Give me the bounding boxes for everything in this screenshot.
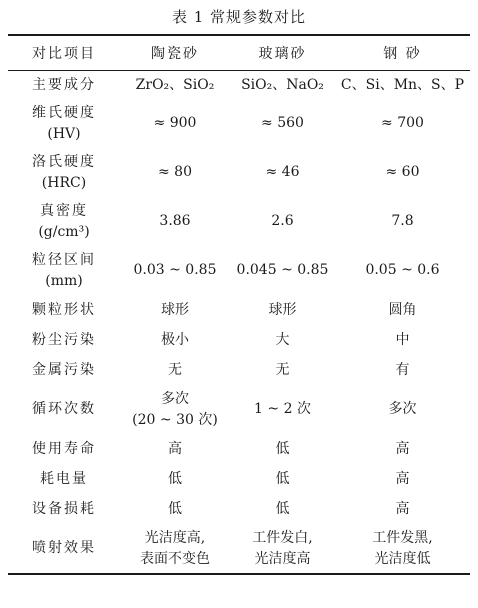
cell-text: 多次 <box>161 390 189 407</box>
cell-text: 工件发黑, <box>372 529 433 546</box>
cell-text: 高 <box>168 440 182 457</box>
table-cell <box>230 434 335 464</box>
table-cell <box>230 385 335 434</box>
row-label <box>8 71 120 100</box>
table-cell <box>120 434 230 464</box>
row-label <box>8 99 120 148</box>
cell-text: 高 <box>395 470 410 487</box>
cell-text: ZrO₂、SiO₂ <box>135 76 215 93</box>
row-label <box>8 524 120 574</box>
row-label-text: 设备损耗 <box>32 500 96 517</box>
cell-text: 低 <box>168 500 182 517</box>
cell-text: 光洁度低 <box>374 550 431 567</box>
cell-text: 低 <box>275 470 290 487</box>
table-cell <box>335 295 470 325</box>
table-row <box>8 524 470 574</box>
table-cell <box>230 295 335 325</box>
cell-text: 无 <box>168 361 182 378</box>
table-cell <box>335 385 470 434</box>
row-label-unit: (HRC) <box>41 174 87 191</box>
table-cell <box>230 99 335 148</box>
cell-text: ≈ 700 <box>381 115 424 131</box>
table-cell <box>335 71 470 100</box>
row-label-unit: (HV) <box>47 125 81 142</box>
table-header-row <box>8 35 470 71</box>
cell-text: 1 ~ 2 次 <box>254 401 311 417</box>
table-cell <box>120 71 230 100</box>
cell-text: C、Si、Mn、S、P <box>340 76 465 93</box>
cell-text: 极小 <box>161 331 189 348</box>
table-cell <box>230 325 335 355</box>
cell-text: 表面不变色 <box>140 550 210 567</box>
table-cell <box>120 246 230 295</box>
table-cell <box>335 434 470 464</box>
cell-text: (20 ~ 30 次) <box>132 411 218 428</box>
table-cell <box>120 494 230 524</box>
cell-text: 无 <box>275 361 290 378</box>
header-item: 对比项目 <box>32 46 96 62</box>
cell-text: 球形 <box>268 301 297 318</box>
row-label <box>8 385 120 434</box>
table-cell <box>335 524 470 574</box>
row-label <box>8 246 120 295</box>
row-label <box>8 325 120 355</box>
header-glass-sand: 玻璃砂 <box>258 46 307 62</box>
table-cell <box>335 464 470 494</box>
table-body <box>8 71 470 575</box>
cell-text: 7.8 <box>391 213 414 229</box>
cell-text: 多次 <box>388 401 417 417</box>
cell-text: ≈ 560 <box>261 115 304 131</box>
header-steel-sand: 钢 砂 <box>383 46 422 62</box>
table-row <box>8 464 470 494</box>
table-cell <box>120 325 230 355</box>
cell-text: 低 <box>275 440 290 457</box>
row-label-text: 维氏硬度 <box>32 104 96 121</box>
table-cell <box>120 524 230 574</box>
row-label <box>8 494 120 524</box>
row-label-text: 主要成分 <box>32 76 96 93</box>
row-label-unit: (g/cm³) <box>38 223 90 240</box>
table-row <box>8 494 470 524</box>
cell-text: SiO₂、NaO₂ <box>241 76 324 93</box>
table-caption: 表 1 常规参数对比 <box>171 8 307 26</box>
table-cell <box>120 355 230 385</box>
table-cell <box>230 355 335 385</box>
row-label-text: 循环次数 <box>32 401 96 417</box>
cell-text: ≈ 60 <box>385 164 420 180</box>
row-label-text: 粒径区间 <box>32 251 96 268</box>
table-row <box>8 71 470 100</box>
row-label-text: 洛氏硬度 <box>32 153 96 170</box>
cell-text: 圆角 <box>388 301 417 318</box>
table-cell <box>230 464 335 494</box>
table-cell <box>335 246 470 295</box>
row-label <box>8 295 120 325</box>
table-cell <box>335 494 470 524</box>
cell-text: 0.045 ~ 0.85 <box>236 262 329 278</box>
table-cell <box>120 464 230 494</box>
cell-text: 光洁度高 <box>254 550 311 567</box>
cell-text: 0.03 ~ 0.85 <box>133 262 217 278</box>
table-cell <box>230 524 335 574</box>
cell-text: ≈ 900 <box>153 115 197 131</box>
cell-text: 大 <box>275 331 290 348</box>
cell-text: 有 <box>395 361 410 378</box>
row-label <box>8 148 120 197</box>
table-row <box>8 434 470 464</box>
table-cell <box>230 197 335 246</box>
cell-text: 低 <box>275 500 290 517</box>
row-label-text: 耗电量 <box>40 470 88 487</box>
cell-text: 0.05 ~ 0.6 <box>365 262 440 278</box>
table-cell <box>120 295 230 325</box>
comparison-table <box>8 34 470 575</box>
row-label-text: 喷射效果 <box>32 540 96 556</box>
table-cell <box>335 99 470 148</box>
table-row <box>8 246 470 295</box>
cell-text: 中 <box>395 331 410 348</box>
cell-text: 低 <box>168 470 182 487</box>
header-ceramic-sand: 陶瓷砂 <box>151 46 199 62</box>
row-label-text: 粉尘污染 <box>32 331 96 348</box>
cell-text: 工件发白, <box>252 529 313 546</box>
table-cell <box>120 197 230 246</box>
table-cell <box>335 197 470 246</box>
table-cell <box>120 99 230 148</box>
row-label-text: 使用寿命 <box>32 440 96 457</box>
table-cell <box>120 385 230 434</box>
table-cell <box>230 148 335 197</box>
cell-text: ≈ 46 <box>265 164 300 180</box>
row-label <box>8 197 120 246</box>
row-label <box>8 464 120 494</box>
table-row <box>8 295 470 325</box>
row-label-text: 颗粒形状 <box>32 301 96 318</box>
cell-text: 高 <box>395 500 410 517</box>
row-label-text: 金属污染 <box>32 361 96 378</box>
cell-text: 3.86 <box>159 213 191 229</box>
table-cell <box>335 355 470 385</box>
table-row <box>8 325 470 355</box>
table-row <box>8 99 470 148</box>
cell-text: 球形 <box>161 301 189 318</box>
cell-text: 高 <box>395 440 410 457</box>
table-cell <box>230 494 335 524</box>
row-label <box>8 355 120 385</box>
cell-text: 2.6 <box>271 213 294 229</box>
table-cell <box>230 71 335 100</box>
row-label-text: 真密度 <box>40 202 88 219</box>
table-cell <box>335 325 470 355</box>
cell-text: ≈ 80 <box>158 164 192 180</box>
row-label <box>8 434 120 464</box>
row-label-unit: (mm) <box>45 272 83 289</box>
table-cell <box>230 246 335 295</box>
cell-text: 光洁度高, <box>144 529 206 546</box>
table-row <box>8 385 470 434</box>
table-cell <box>120 148 230 197</box>
table-row <box>8 355 470 385</box>
table-row <box>8 197 470 246</box>
table-row <box>8 148 470 197</box>
table-cell <box>335 148 470 197</box>
